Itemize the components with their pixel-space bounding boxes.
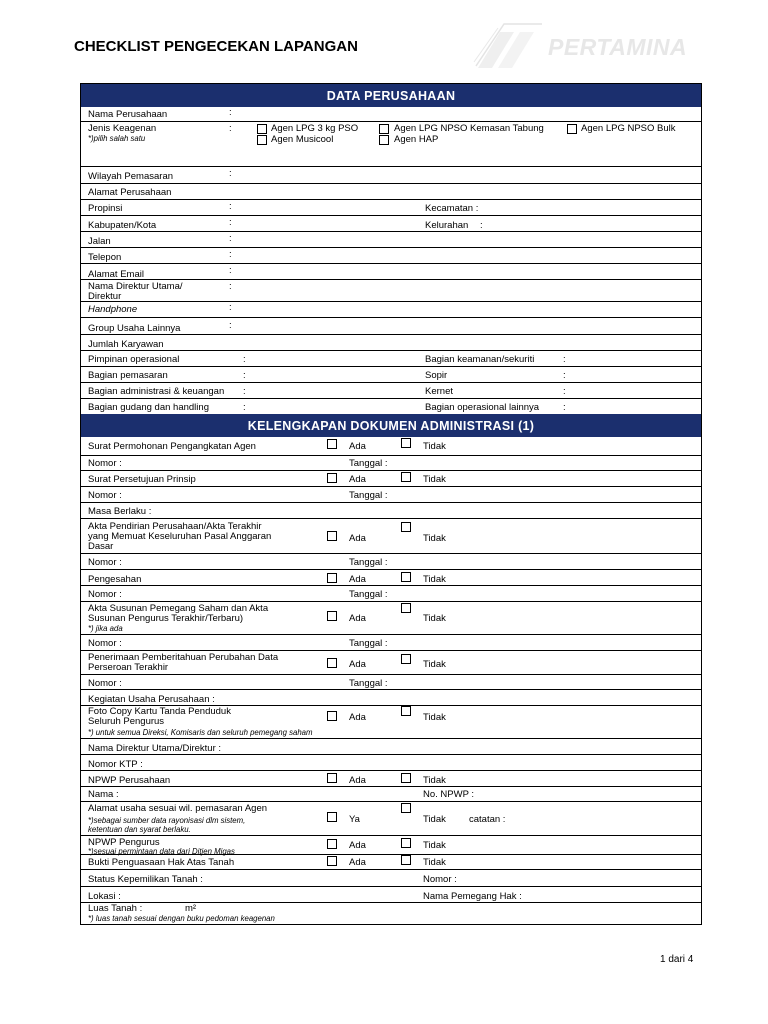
checkbox-tidak[interactable] (401, 855, 411, 865)
row-nama-perusahaan (81, 107, 701, 121)
label-tidak: Tidak (423, 474, 446, 485)
checkbox-tidak[interactable] (401, 773, 411, 783)
label-ada: Ada (349, 840, 366, 851)
checkbox-tidak[interactable] (401, 654, 411, 664)
row-npwp-pengurus (81, 835, 701, 854)
label-kernet: Kernet (425, 386, 453, 397)
label-telepon: Telepon (88, 252, 122, 263)
row-gudang (81, 398, 701, 414)
checkbox-tidak[interactable] (401, 572, 411, 582)
row-wilayah (81, 166, 701, 183)
logo-text: PERTAMINA (548, 34, 688, 60)
label-nomor: Nomor : (88, 589, 122, 600)
label-nama-direktur: Nama Direktur Utama/Direktur : (88, 743, 222, 754)
checkbox-ada[interactable] (327, 856, 337, 866)
checkbox-tidak[interactable] (401, 522, 411, 532)
colon: : (229, 123, 232, 134)
option-lpg-3kg: Agen LPG 3 kg PSO (271, 123, 359, 134)
label-tidak: Tidak (423, 613, 446, 624)
label-kecamatan: Kecamatan : (425, 203, 479, 214)
row-surat-permohonan (81, 437, 701, 455)
row-alamat-usaha (81, 801, 701, 835)
label-sopir: Sopir (425, 370, 448, 381)
row-lokasi (81, 886, 701, 902)
label-kelurahan: Kelurahan (425, 220, 469, 231)
option-lpg-npso-tabung: Agen LPG NPSO Kemasan Tabung (394, 123, 544, 134)
label-akta-2: yang Memuat Keseluruhan Pasal Anggaran (88, 531, 272, 542)
label-lokasi: Lokasi : (88, 891, 121, 902)
label-tidak: Tidak (423, 659, 446, 670)
row-nomor-tanggal (81, 634, 701, 650)
label-ada: Ada (349, 712, 366, 723)
label-gudang: Bagian gudang dan handling (88, 402, 209, 413)
row-luas-tanah (81, 902, 701, 924)
row-nomor-tanggal (81, 553, 701, 569)
row-handphone (81, 301, 701, 317)
label-tidak: Tidak (423, 814, 446, 825)
row-propinsi (81, 199, 701, 215)
colon: : (480, 220, 483, 231)
label-ada: Ada (349, 659, 366, 670)
row-status-tanah (81, 869, 701, 886)
label-ada: Ada (349, 857, 366, 868)
checkbox-ada[interactable] (327, 773, 337, 783)
checkbox-ada[interactable] (327, 439, 337, 449)
note-alamat-2: ketentuan dan syarat berlaku. (88, 825, 191, 834)
note-alamat-1: *)sebagai sumber data rayonisasi dlm sistem, (88, 816, 246, 825)
label-alamat: Alamat Perusahaan (88, 187, 172, 198)
note-foto: *) untuk semua Direksi, Komisaris dan seluruh pemegang saham (88, 728, 313, 737)
label-tidak: Tidak (423, 441, 446, 452)
note-pilih-salah-satu: *)pilih salah satu (88, 134, 146, 143)
label-penerimaan-2: Perseroan Terakhir (88, 662, 169, 673)
label-jumlah: Jumlah Karyawan (88, 339, 164, 350)
label-ada: Ada (349, 775, 366, 786)
row-kabupaten (81, 215, 701, 231)
label-penerimaan-1: Penerimaan Pemberitahuan Perubahan Data (88, 652, 279, 663)
row-nama-npwp (81, 786, 701, 801)
label-ada: Ada (349, 441, 366, 452)
label-akta-susunan-1: Akta Susunan Pemegang Saham dan Akta (88, 603, 269, 614)
colon: : (229, 217, 232, 228)
note-luas: *) luas tanah sesuai dengan buku pedoman keagenan (88, 914, 275, 923)
option-musicool: Agen Musicool (271, 134, 334, 145)
label-nomor: Nomor : (88, 678, 122, 689)
label-akta-susunan-2: Susunan Pengurus Terakhir/Terbaru) (88, 613, 244, 624)
colon: : (229, 302, 232, 313)
label-ya: Ya (349, 814, 360, 825)
label-nomor: Nomor : (88, 638, 122, 649)
label-jenis-keagenan: Jenis Keagenan (88, 123, 157, 134)
row-jenis-keagenan (81, 121, 701, 166)
colon: : (229, 281, 232, 292)
label-tanggal: Tanggal : (349, 678, 388, 689)
checkbox-lpg-3kg[interactable] (257, 124, 267, 134)
colon: : (229, 201, 232, 212)
row-telepon (81, 247, 701, 263)
label-nomor: Nomor : (88, 458, 122, 469)
checklist-form (80, 83, 702, 925)
label-kegiatan: Kegiatan Usaha Perusahaan : (88, 694, 215, 705)
label-kabupaten: Kabupaten/Kota (88, 220, 157, 231)
colon: : (229, 265, 232, 276)
label-keamanan: Bagian keamanan/sekuriti (425, 354, 535, 365)
label-tanggal: Tanggal : (349, 557, 388, 568)
colon: : (229, 168, 232, 179)
label-nomor-tanah: Nomor : (423, 874, 457, 885)
row-bukti-tanah (81, 854, 701, 869)
checkbox-tidak[interactable] (401, 838, 411, 848)
checkbox-ada[interactable] (327, 711, 337, 721)
label-nama: Nama : (88, 789, 119, 800)
label-ada: Ada (349, 613, 366, 624)
checkbox-ada[interactable] (327, 658, 337, 668)
checkbox-lpg-npso-bulk[interactable] (567, 124, 577, 134)
row-group (81, 317, 701, 334)
label-handphone: Handphone (88, 304, 138, 315)
label-nomor: Nomor : (88, 490, 122, 501)
label-npwp-perusahaan: NPWP Perusahaan (88, 775, 171, 786)
row-nama-direktur (81, 738, 701, 754)
checkbox-ada[interactable] (327, 839, 337, 849)
label-administrasi: Bagian administrasi & keuangan (88, 386, 225, 397)
label-foto-1: Foto Copy Kartu Tanda Penduduk (88, 706, 231, 717)
colon: : (229, 233, 232, 244)
checkbox-ya[interactable] (327, 812, 337, 822)
checkbox-musicool[interactable] (257, 135, 267, 145)
label-luas: Luas Tanah : (88, 903, 143, 914)
row-nomor-tanggal (81, 486, 701, 502)
label-akta-3: Dasar (88, 541, 114, 552)
label-surat-permohonan: Surat Permohonan Pengangkatan Agen (88, 441, 256, 452)
row-foto-ktp (81, 705, 701, 738)
colon: : (563, 354, 566, 365)
label-wilayah: Wilayah Pemasaran (88, 171, 174, 182)
label-nomor-ktp: Nomor KTP : (88, 759, 143, 770)
label-operasional-lain: Bagian operasional lainnya (425, 402, 540, 413)
label-no-npwp: No. NPWP : (423, 789, 475, 800)
label-luas-unit: m² (185, 903, 197, 914)
page-title: CHECKLIST PENGECEKAN LAPANGAN (74, 38, 358, 55)
label-nomor: Nomor : (88, 557, 122, 568)
label-tanggal: Tanggal : (349, 638, 388, 649)
checkbox-tidak[interactable] (401, 803, 411, 813)
checkbox-ada[interactable] (327, 573, 337, 583)
label-pimpinan: Pimpinan operasional (88, 354, 180, 365)
row-pimpinan (81, 350, 701, 366)
label-group: Group Usaha Lainnya (88, 323, 181, 334)
label-akta-1: Akta Pendirian Perusahaan/Akta Terakhir (88, 521, 262, 532)
row-alamat (81, 183, 701, 199)
row-administrasi (81, 382, 701, 398)
checkbox-ada[interactable] (327, 611, 337, 621)
colon: : (563, 370, 566, 381)
row-nomor-tanggal (81, 585, 701, 601)
checkbox-tidak[interactable] (401, 472, 411, 482)
label-email: Alamat Email (88, 269, 144, 280)
label-tidak: Tidak (423, 712, 446, 723)
checkbox-hap[interactable] (379, 135, 389, 145)
row-jalan (81, 231, 701, 247)
row-nomor-ktp (81, 754, 701, 770)
row-npwp-perusahaan (81, 770, 701, 786)
colon: : (243, 386, 246, 397)
label-pengesahan: Pengesahan (88, 574, 142, 585)
label-tidak: Tidak (423, 775, 446, 786)
row-masa-berlaku (81, 502, 701, 518)
row-nomor-tanggal (81, 674, 701, 689)
colon: : (563, 386, 566, 397)
label-masa-berlaku: Masa Berlaku : (88, 506, 152, 517)
section-header-documents: KELENGKAPAN DOKUMEN ADMINISTRASI (1) (81, 414, 701, 437)
label-ada: Ada (349, 533, 366, 544)
checkbox-tidak[interactable] (401, 603, 411, 613)
row-surat-persetujuan (81, 470, 701, 486)
label-tidak: Tidak (423, 533, 446, 544)
note-jika-ada: *) jika ada (88, 624, 123, 633)
label-nama-perusahaan: Nama Perusahaan (88, 109, 168, 120)
checkbox-tidak[interactable] (401, 706, 411, 716)
label-propinsi: Propinsi (88, 203, 123, 214)
row-penerimaan (81, 650, 701, 674)
colon: : (229, 320, 232, 331)
label-alamat-usaha: Alamat usaha sesuai wil. pemasaran Agen (88, 803, 268, 814)
row-akta-pendirian (81, 518, 701, 553)
checkbox-lpg-npso-tabung[interactable] (379, 124, 389, 134)
colon: : (243, 402, 246, 413)
row-email (81, 263, 701, 279)
label-tanggal: Tanggal : (349, 490, 388, 501)
label-pemegang-hak: Nama Pemegang Hak : (423, 891, 522, 902)
checkbox-ada[interactable] (327, 473, 337, 483)
label-ada: Ada (349, 474, 366, 485)
label-foto-2: Seluruh Pengurus (88, 716, 165, 727)
label-surat-persetujuan: Surat Persetujuan Prinsip (88, 474, 196, 485)
row-direktur (81, 279, 701, 301)
section-header-company: DATA PERUSAHAAN (81, 84, 701, 107)
colon: : (229, 249, 232, 260)
checkbox-tidak[interactable] (401, 438, 411, 448)
row-nomor-tanggal (81, 455, 701, 470)
label-bukti: Bukti Penguasaan Hak Atas Tanah (88, 857, 235, 868)
row-pengesahan (81, 569, 701, 585)
label-tidak: Tidak (423, 574, 446, 585)
row-jumlah (81, 334, 701, 350)
label-jalan: Jalan (88, 236, 111, 247)
label-npwp-pengurus: NPWP Pengurus (88, 837, 160, 848)
colon: : (243, 354, 246, 365)
colon: : (563, 402, 566, 413)
label-tanggal: Tanggal : (349, 589, 388, 600)
option-hap: Agen HAP (394, 134, 439, 145)
note-npwp: *)sesuai permintaan data dari Ditjen Migas (88, 847, 235, 856)
label-direktur-1: Nama Direktur Utama/ (88, 281, 183, 292)
row-kegiatan (81, 689, 701, 705)
page-number: 1 dari 4 (660, 954, 694, 965)
label-ada: Ada (349, 574, 366, 585)
row-akta-susunan (81, 601, 701, 634)
label-tanggal: Tanggal : (349, 458, 388, 469)
label-tidak: Tidak (423, 840, 446, 851)
checkbox-ada[interactable] (327, 531, 337, 541)
label-pemasaran: Bagian pemasaran (88, 370, 168, 381)
row-pemasaran (81, 366, 701, 382)
colon: : (243, 370, 246, 381)
label-tidak: Tidak (423, 857, 446, 868)
label-catatan: catatan : (469, 814, 506, 825)
colon: : (229, 107, 232, 118)
label-direktur-2: Direktur (88, 291, 122, 302)
label-status: Status Kepemilikan Tanah : (88, 874, 203, 885)
option-lpg-npso-bulk: Agen LPG NPSO Bulk (581, 123, 676, 134)
